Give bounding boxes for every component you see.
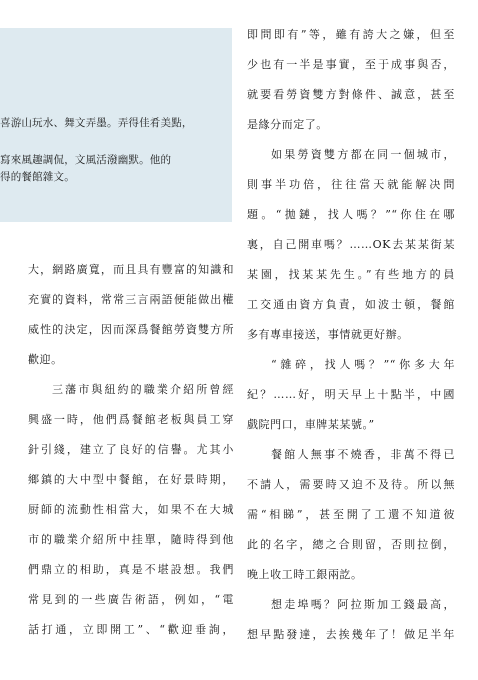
body-line: 紀？……好，明天早上十點半，中國 bbox=[247, 388, 455, 401]
body-line: 就要看勞資雙方對條件、誠意，甚至 bbox=[247, 88, 455, 101]
body-line: 某園，找某某先生。”有些地方的員 bbox=[247, 268, 455, 281]
body-line: 鄉鎮的大中型中餐館，在好景時期， bbox=[28, 473, 234, 486]
body-line: 題。“拋鏈，找人嗎？”“你住在哪 bbox=[247, 208, 455, 221]
body-line: 市的職業介紹所中挂單，隨時得到他 bbox=[28, 533, 234, 546]
body-line: 此的名字，總之合則留，否則拉倒， bbox=[247, 538, 455, 551]
right-text-column bbox=[247, 20, 455, 650]
body-line: 多有專車接送，事情就更好辦。 bbox=[247, 328, 409, 341]
paragraph-first-line: 如果勞資雙方都在同一個城市， bbox=[271, 148, 455, 161]
body-line: 常見到的一些廣告術語，例如，“電 bbox=[28, 593, 234, 606]
body-line: 戲院門口，車牌某某號。” bbox=[247, 418, 375, 431]
body-line: 歡迎。 bbox=[28, 353, 63, 366]
paragraph-first-line: 想走埠嗎？阿拉斯加工錢最高， bbox=[271, 598, 455, 611]
body-line: 想早點發達，去挨幾年了！做足半年 bbox=[247, 628, 455, 641]
paragraph-first-line: 三藩市與紐約的職業介紹所曾經 bbox=[52, 383, 234, 396]
body-line: 大，網路廣寬，而且具有豐富的知識和 bbox=[28, 263, 234, 276]
body-line: 需“相睇”，甚至開了工還不知道彼 bbox=[247, 508, 455, 521]
body-line: 少也有一半是事實，至于成事與否， bbox=[247, 58, 455, 71]
sidebar-line: 寫來風趣調侃，文風活潑幽默。他的 bbox=[0, 154, 172, 166]
sidebar-text-box bbox=[0, 28, 232, 222]
body-line: 們鼎立的相助，真是不堪設想。我們 bbox=[28, 563, 234, 576]
paragraph-first-line: “雜碎，找人嗎？”“你多大年 bbox=[271, 358, 455, 371]
sidebar-line: 喜游山玩水、舞文弄墨。弄得佳肴美點， bbox=[0, 117, 193, 129]
body-line: 針引綫，建立了良好的信譽。尤其小 bbox=[28, 443, 234, 456]
body-line: 是緣分而定了。 bbox=[247, 118, 328, 131]
body-line: 興盛一時，他們爲餐館老板與員工穿 bbox=[28, 413, 234, 426]
left-text-column bbox=[28, 255, 234, 645]
body-line: 不請人，需要時又迫不及待。所以無 bbox=[247, 478, 455, 491]
body-line: 威性的決定，因而深爲餐館勞資雙方所 bbox=[28, 323, 234, 336]
body-line: 話打通，立即開工”、“歡迎垂詢， bbox=[28, 623, 234, 636]
body-line: 厨師的流動性相當大，如果不在大城 bbox=[28, 503, 234, 516]
body-line: 充實的資料，常常三言兩語便能做出權 bbox=[28, 293, 234, 306]
paragraph-first-line: 餐館人無事不燒香，非萬不得已 bbox=[271, 448, 455, 461]
sidebar-line: 得的餐館雜文。 bbox=[0, 171, 75, 183]
body-line: 則事半功倍，往往當天就能解决問 bbox=[247, 178, 455, 191]
body-line: 即問即有”等，雖有誇大之嫌，但至 bbox=[247, 28, 455, 41]
body-line: 裏，自己開車嗎？……OK去某某街某 bbox=[247, 238, 455, 251]
body-line: 工交通由資方負責，如波士頓，餐館 bbox=[247, 298, 455, 311]
body-line: 晚上收工時工銀兩訖。 bbox=[247, 568, 363, 581]
